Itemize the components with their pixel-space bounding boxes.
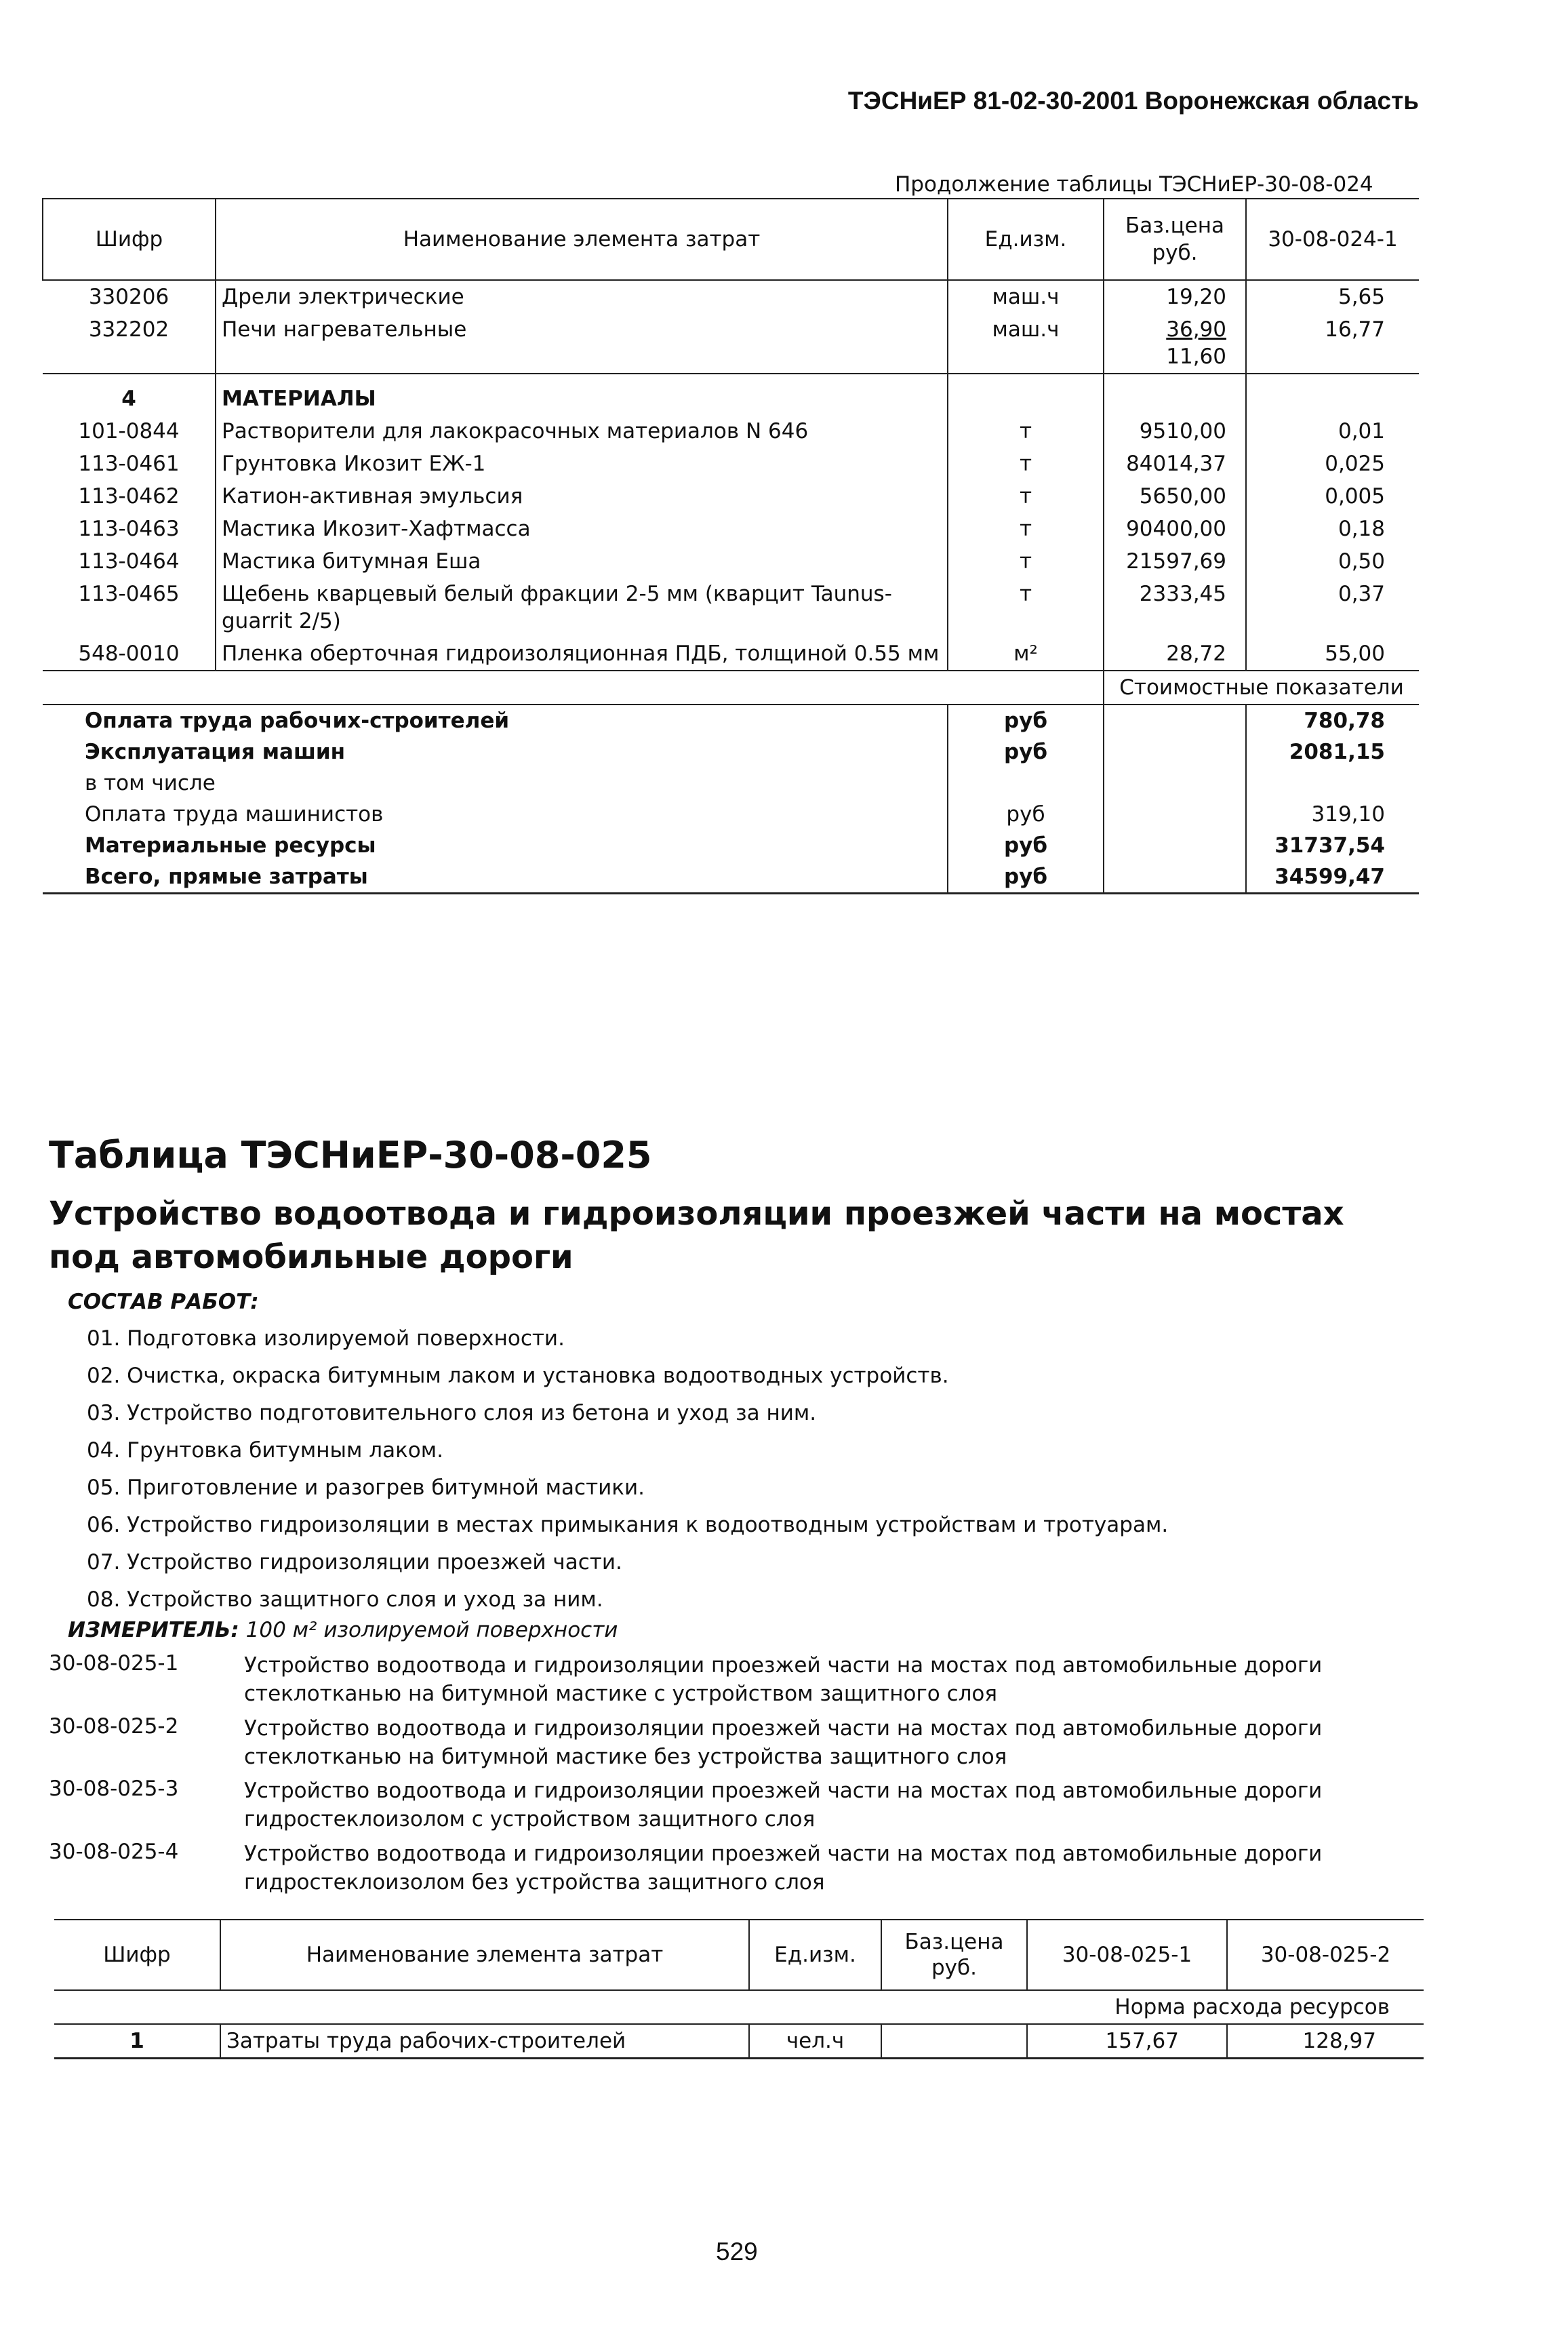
table-header-row [54, 1920, 1424, 1990]
totals-row: Эксплуатация машин руб 2081,15 [43, 736, 1419, 768]
work-item: 04. Грунтовка битумным лаком. [87, 1438, 444, 1463]
table-row: 330206 Дрели электрические маш.ч 19,20 5,65 [43, 280, 1419, 313]
table-title: Таблица ТЭСНиЕР-30-08-025 [49, 1134, 652, 1176]
measure-label: ИЗМЕРИТЕЛЬ: [68, 1618, 239, 1642]
table-row: 332202 Печи нагревательные маш.ч 36,90 11,60 16,77 [43, 313, 1419, 374]
work-item: 08. Устройство защитного слоя и уход за ним. [87, 1587, 603, 1612]
work-item: 06. Устройство гидроизоляции в местах примыкания к водоотводным устройствам и тротуарам. [87, 1513, 1169, 1537]
variant-code: 30-08-025-4 [49, 1840, 179, 1864]
running-header: ТЭСНиЕР 81-02-30-2001 Воронежская область [847, 87, 1419, 115]
col-code: Шифр [54, 1920, 220, 1990]
price-value: 36,90 [1166, 317, 1226, 342]
col-code: Шифр [43, 199, 216, 280]
continuation-caption: Продолжение таблицы ТЭСНиЕР-30-08-024 [895, 172, 1373, 197]
work-item: 03. Устройство подготовительного слоя из бетона и уход за ним. [87, 1401, 817, 1425]
work-item: 01. Подготовка изолируемой поверхности. [87, 1326, 565, 1351]
cost-caption: Стоимостные показатели [1104, 671, 1419, 705]
resource-table-30-08-025 [54, 1919, 1424, 2059]
cost-caption-row [43, 671, 1419, 705]
totals-row: Оплата труда рабочих-строителей руб 780,78 [43, 705, 1419, 736]
table-subtitle-line1: Устройство водоотвода и гидроизоляции проезжей части на мостах [49, 1195, 1344, 1233]
col-name: Наименование элемента затрат [216, 199, 948, 280]
col-norm-2: 30-08-025-2 [1227, 1920, 1424, 1990]
variant-text: Устройство водоотвода и гидроизоляции проезжей части на мостах под автомобильные дороги гидростеклоизолом с устройством защитного слоя [244, 1779, 1323, 1831]
col-norm: 30-08-024-1 [1246, 199, 1419, 280]
totals-row: в том числе [43, 768, 1419, 799]
works-heading: СОСТАВ РАБОТ: [68, 1290, 259, 1314]
variant-code: 30-08-025-3 [49, 1777, 179, 1801]
variant-code: 30-08-025-1 [49, 1651, 179, 1676]
col-norm-1: 30-08-025-1 [1027, 1920, 1227, 1990]
table-row: 113-0463 Мастика Икозит-Хафтмасса т 90400,00 0,18 [43, 513, 1419, 545]
table-row: 1 Затраты труда рабочих-строителей чел.ч 157,67 128,97 [54, 2024, 1424, 2059]
col-unit: Ед.изм. [948, 199, 1104, 280]
col-price: Баз.цена руб. [1104, 199, 1246, 280]
table-row: 101-0844 Растворители для лакокрасочных материалов N 646 т 9510,00 0,01 [43, 415, 1419, 448]
totals-row: Оплата труда машинистов руб 319,10 [43, 799, 1419, 830]
table-row: 113-0462 Катион-активная эмульсия т 5650,00 0,005 [43, 480, 1419, 513]
work-item: 07. Устройство гидроизоляции проезжей части. [87, 1550, 622, 1574]
table-header-row [43, 199, 1419, 280]
table-row: 548-0010 Пленка оберточная гидроизоляционная ПДБ, толщиной 0.55 мм м² 28,72 55,00 [43, 637, 1419, 671]
norm-caption: Норма расхода ресурсов [54, 1990, 1424, 2024]
col-name: Наименование элемента затрат [220, 1920, 749, 1990]
variant-code: 30-08-025-2 [49, 1714, 179, 1739]
variant-text: Устройство водоотвода и гидроизоляции проезжей части на мостах под автомобильные дороги гидростеклоизолом без устройства защитного слоя [244, 1842, 1323, 1895]
work-item: 05. Приготовление и разогрев битумной мастики. [87, 1475, 645, 1500]
variant-text: Устройство водоотвода и гидроизоляции проезжей части на мостах под автомобильные дороги стеклотканью на битумной мастике с устройством защитного слоя [244, 1653, 1323, 1706]
work-item: 02. Очистка, окраска битумным лаком и установка водоотводных устройств. [87, 1364, 949, 1388]
measure-text: 100 м² изолируемой поверхности [245, 1618, 618, 1642]
page-number: 529 [716, 2238, 758, 2265]
table-row: 113-0461 Грунтовка Икозит ЕЖ-1 т 84014,37 0,025 [43, 448, 1419, 480]
price-value-secondary: 11,60 [1166, 344, 1226, 369]
table-subtitle-line2: под автомобильные дороги [49, 1238, 574, 1276]
resource-table-30-08-024 [42, 198, 1419, 894]
variant-text: Устройство водоотвода и гидроизоляции проезжей части на мостах под автомобильные дороги стеклотканью на битумной мастике без устройства защитного слоя [244, 1716, 1323, 1769]
measure-line [68, 1618, 618, 1642]
totals-row: Материальные ресурсы руб 31737,54 [43, 830, 1419, 861]
totals-row: Всего, прямые затраты руб 34599,47 [43, 861, 1419, 894]
col-unit: Ед.изм. [749, 1920, 881, 1990]
table-row: 113-0465 Щебень кварцевый белый фракции 2-5 мм (кварцит Taunus-guarrit 2/5) т 2333,45 0,37 [43, 578, 1419, 637]
table-row: 113-0464 Мастика битумная Еша т 21597,69 0,50 [43, 545, 1419, 578]
col-price: Баз.цена руб. [881, 1920, 1027, 1990]
section-row-materials: 4 МАТЕРИАЛЫ [43, 374, 1419, 415]
norm-caption-row [54, 1990, 1424, 2024]
